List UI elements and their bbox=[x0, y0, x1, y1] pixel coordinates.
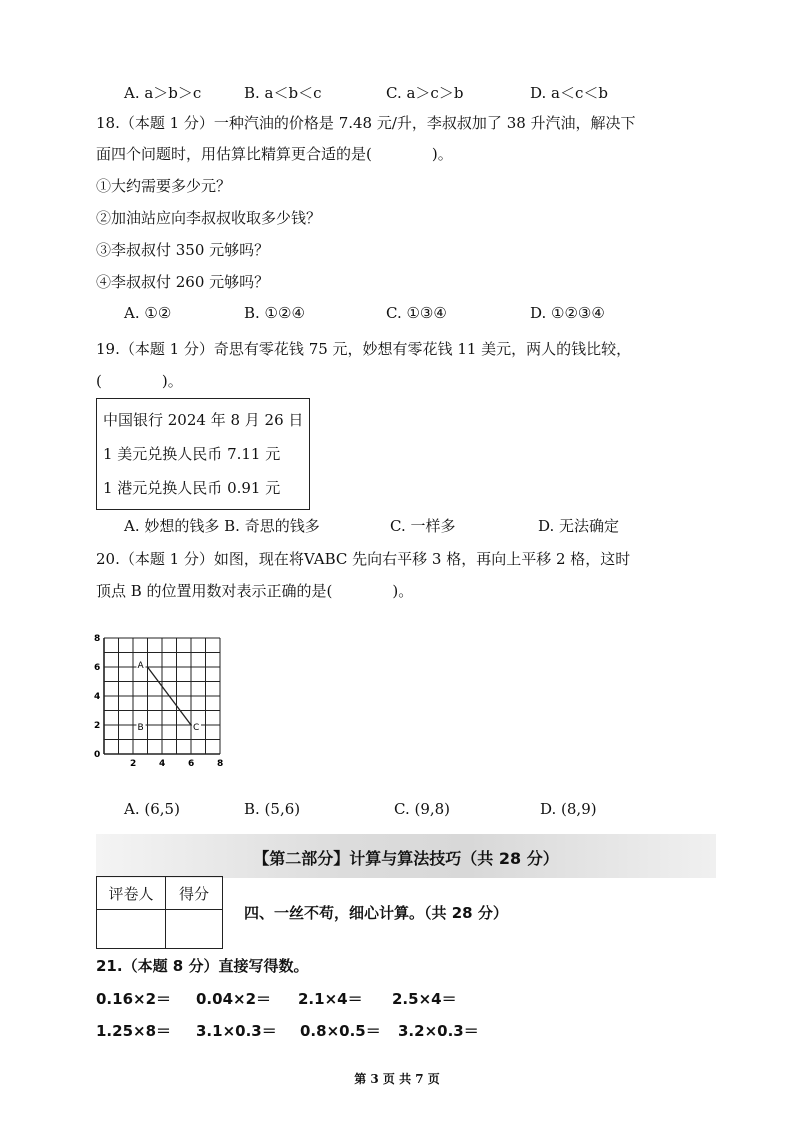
q20-option-d: D. (8,9) bbox=[540, 800, 597, 818]
q18-item-4: ④李叔叔付 260 元够吗？ bbox=[96, 273, 270, 291]
score-cell-grader bbox=[97, 910, 166, 949]
page-footer: 第 3 页 共 7 页 bbox=[354, 1072, 440, 1086]
q19-option-c: C. 一样多 bbox=[390, 517, 456, 535]
exchange-rate-usd: 1 美元兑换人民币 7.11 元 bbox=[103, 445, 281, 463]
q18-option-a: A. ①② bbox=[124, 304, 172, 322]
q21-item: 3.2×0.3＝ bbox=[398, 1022, 479, 1040]
y-label-8: 8 bbox=[94, 634, 101, 644]
q21-item: 3.1×0.3＝ bbox=[196, 1022, 277, 1040]
coordinate-grid bbox=[88, 630, 238, 770]
y-label-2: 2 bbox=[94, 721, 101, 731]
q19-option-d: D. 无法确定 bbox=[538, 517, 620, 535]
grid-lines bbox=[104, 638, 220, 754]
part-two-banner bbox=[96, 834, 716, 878]
q17-option-a: A. a＞b＞c bbox=[124, 84, 202, 102]
q21-title: 21.（本题 8 分）直接写得数。 bbox=[96, 957, 309, 975]
q18-item-3: ③李叔叔付 350 元够吗？ bbox=[96, 241, 270, 259]
q17-option-b: B. a＜b＜c bbox=[244, 84, 322, 102]
q20-line-1: 20.（本题 1 分）如图，现在将VABC 先向右平移 3 格，再向上平移 2 格，这时 bbox=[96, 550, 631, 568]
q21-item: 1.25×8＝ bbox=[96, 1022, 172, 1040]
svg-text:C: C bbox=[193, 723, 200, 733]
x-label-2: 2 bbox=[130, 759, 137, 769]
exchange-rate-hkd: 1 港元兑换人民币 0.91 元 bbox=[103, 479, 281, 497]
y-label-6: 6 bbox=[94, 663, 101, 673]
q21-item: 2.5×4＝ bbox=[392, 990, 457, 1008]
q18-option-c: C. ①③④ bbox=[386, 304, 447, 322]
svg-text:A: A bbox=[137, 661, 144, 671]
section-title: 四、一丝不苟，细心计算。（共 28 分） bbox=[244, 904, 508, 922]
y-label-4: 4 bbox=[94, 692, 101, 702]
score-table bbox=[96, 876, 223, 949]
q21-item: 2.1×4＝ bbox=[298, 990, 363, 1008]
score-cell-score bbox=[166, 910, 223, 949]
x-label-4: 4 bbox=[159, 759, 166, 769]
y-label-0: 0 bbox=[94, 750, 101, 760]
score-header-grader: 评卷人 bbox=[97, 877, 166, 910]
q17-option-c: C. a＞c＞b bbox=[386, 84, 464, 102]
q21-item: 0.04×2＝ bbox=[196, 990, 272, 1008]
point-c-label bbox=[192, 722, 201, 733]
q19-line-1: 19.（本题 1 分）奇思有零花钱 75 元，妙想有零花钱 11 美元，两人的钱比较， bbox=[96, 340, 632, 358]
q20-line-2: 顶点 B 的位置用数对表示正确的是( )。 bbox=[96, 582, 414, 600]
q18-item-1: ①大约需要多少元？ bbox=[96, 177, 232, 195]
q20-option-b: B. (5,6) bbox=[244, 800, 301, 818]
q19-line-2: ( )。 bbox=[96, 372, 183, 390]
q18-line-1: 18.（本题 1 分）一种汽油的价格是 7.48 元/升，李叔叔加了 38 升汽油，解决下 bbox=[96, 114, 636, 132]
q18-item-2: ②加油站应向李叔叔收取多少钱？ bbox=[96, 209, 322, 227]
q17-option-d: D. a＜c＜b bbox=[530, 84, 608, 102]
point-a-label bbox=[137, 660, 146, 671]
x-label-8: 8 bbox=[217, 759, 224, 769]
q18-option-b: B. ①②④ bbox=[244, 304, 305, 322]
exchange-rate-box bbox=[96, 398, 310, 510]
q21-item: 0.8×0.5＝ bbox=[300, 1022, 381, 1040]
q18-line-2: 面四个问题时，用估算比精算更合适的是( )。 bbox=[96, 145, 453, 163]
score-header-score: 得分 bbox=[166, 877, 223, 910]
exchange-rate-date: 中国银行 2024 年 8 月 26 日 bbox=[103, 411, 304, 429]
part-two-title: 【第二部分】计算与算法技巧（共 28 分） bbox=[253, 849, 559, 868]
q20-option-a: A. (6,5) bbox=[124, 800, 180, 818]
x-label-6: 6 bbox=[188, 759, 195, 769]
q20-option-c: C. (9,8) bbox=[394, 800, 451, 818]
point-b-label bbox=[137, 722, 146, 733]
q18-option-d: D. ①②③④ bbox=[530, 304, 605, 322]
q19-option-ab: A. 妙想的钱多 B. 奇思的钱多 bbox=[124, 517, 320, 535]
q21-item: 0.16×2＝ bbox=[96, 990, 172, 1008]
svg-text:B: B bbox=[137, 723, 144, 733]
